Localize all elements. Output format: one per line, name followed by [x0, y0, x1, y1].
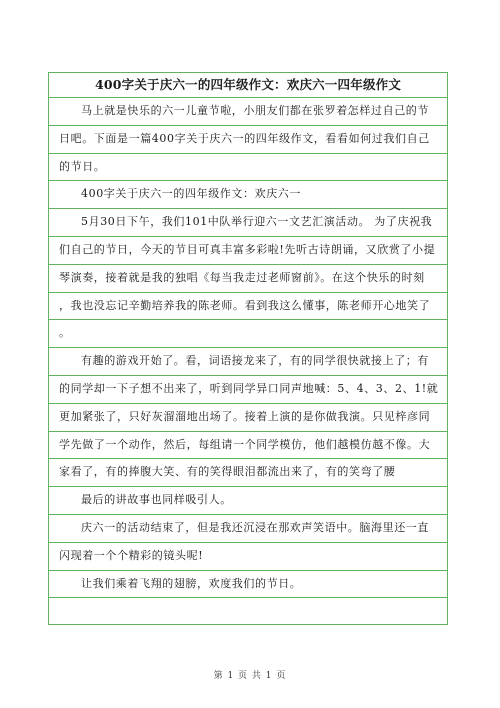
- text-line: 闪现着一个个精彩的镜头呢!: [49, 543, 447, 571]
- paragraph-intro: [49, 98, 447, 181]
- text-line: 琴演奏，接着就是我的独唱《每当我走过老师窗前》。在这个快乐的时刻: [49, 265, 447, 293]
- text-line: 让我们乘着飞翔的翅膀，欢度我们的节日。: [49, 571, 447, 599]
- text-line: 的节日。: [49, 154, 447, 182]
- text-line: 家看了，有的捧腹大笑、有的笑得眼泪都流出来了，有的笑弯了腰: [49, 459, 447, 487]
- page-footer: 第 1 页 共 1 页: [213, 671, 287, 681]
- text-line: 学先做了一个动作，然后，每组请一个同学模仿，他们越模仿越不像。大: [49, 432, 447, 460]
- paragraph-performance: [49, 209, 447, 348]
- article-table: [48, 72, 448, 625]
- text-line: 5月30日下午，我们101中队举行迎六一文艺汇演活动。 为了庆祝我: [49, 209, 447, 237]
- text-line: 们自己的节日，今天的节目可真丰富多彩啦!先听古诗朗诵，又欣赏了小提: [49, 237, 447, 265]
- paragraph-subtitle: [49, 181, 447, 209]
- empty-row: [49, 598, 447, 624]
- text-line: 日吧。下面是一篇400字关于庆六一的四年级作文，看看如何过我们自己: [49, 126, 447, 154]
- paragraph-ending: [49, 515, 447, 571]
- text-line: 最后的讲故事也同样吸引人。: [49, 487, 447, 515]
- article-title: 400字关于庆六一的四年级作文：欢庆六一四年级作文: [49, 73, 447, 98]
- text-line: 马上就是快乐的六一儿童节啦，小朋友们都在张罗着怎样过自己的节: [49, 98, 447, 126]
- text-line: 的同学却一下子想不出来了，听到同学异口同声地喊：5、4、3、2、1!就: [49, 376, 447, 404]
- text-line: 有趣的游戏开始了。看，词语接龙来了，有的同学很快就接上了；有: [49, 348, 447, 376]
- paragraph-games: [49, 348, 447, 487]
- text-line: 庆六一的活动结束了，但是我还沉浸在那欢声笑语中。脑海里还一直: [49, 515, 447, 543]
- text-line: 。: [49, 320, 447, 348]
- paragraph-story: [49, 487, 447, 515]
- text-line: 400字关于庆六一的四年级作文：欢庆六一: [49, 181, 447, 209]
- paragraph-closing: [49, 571, 447, 599]
- text-line: 更加紧张了，只好灰溜溜地出场了。接着上演的是你做我演。只见梓彦同: [49, 404, 447, 432]
- text-line: ，我也没忘记辛勤培养我的陈老师。看到我这么懂事，陈老师开心地笑了: [49, 293, 447, 321]
